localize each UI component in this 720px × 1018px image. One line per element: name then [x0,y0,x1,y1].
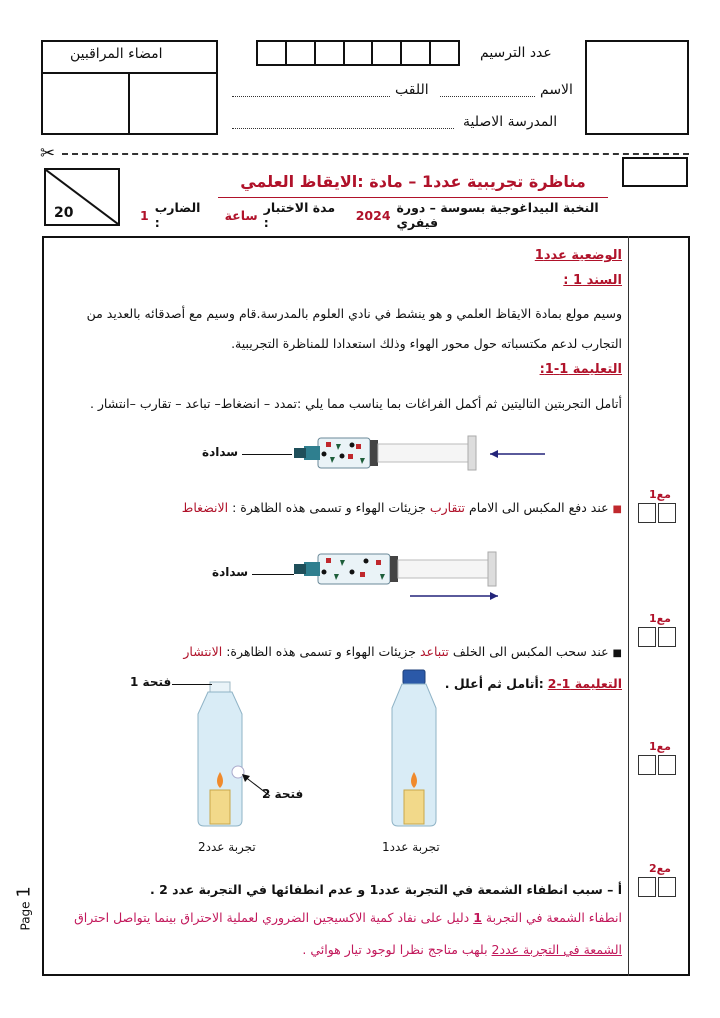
info-duration-value: ساعة [224,207,258,223]
criterion-label: مع1 [649,488,671,501]
instruction-1-1-text: أتامل التجربتين التاليتين ثم أكمل الفراغات بما يناسب مما يلي :تمدد – انضغاط– تباعد – تقارب –انتشار . [89,396,622,411]
page-number: 1 [13,886,35,898]
instruction-1-1-title: التعليمة 1-1: [539,362,622,377]
syringe-diagram-1 [290,432,560,482]
grade-cell[interactable] [658,755,676,775]
bottle-experiment-2 [190,680,250,830]
page-title: مناظرة تجريبية عدد1 – مادة :الايقاظ العلمي [240,172,586,191]
answer-3-line2-a: الشمعة في التجربة عدد2 [491,942,622,957]
experiment-2-label: تجربة عدد2 [198,840,256,854]
name-label: الاسم [540,82,573,98]
school-label: المدرسة الاصلية [463,114,558,130]
grade-cell[interactable] [638,877,656,897]
criterion-label: مع2 [649,862,671,875]
grading-column-divider [628,236,629,976]
grade-cell[interactable] [658,627,676,647]
page-footer [14,871,35,931]
cut-line [62,153,689,155]
answer-3-line1-a: انطفاء الشمعة في التجربة [485,910,622,925]
answer-1-fill2[interactable]: الانضغاط [181,500,229,515]
surname-label: اللقب [395,82,429,98]
answer-2-fill2[interactable]: الانتشار [183,644,223,659]
stopper-pointer-1 [242,454,292,455]
supervisors-label: امضاء المراقبين [70,46,163,62]
name-field[interactable] [440,96,535,97]
stopper-label-1: سدادة [202,445,239,459]
bullet-icon: ■ [612,648,622,659]
support-title: السند 1 : [563,273,622,288]
surname-field[interactable] [232,96,390,97]
answer-1-prefix: عند دفع المكبس الى الامام [469,500,609,515]
answer-2-prefix: عند سحب المكبس الى الخلف [452,644,609,659]
instruction-1-2-title: التعليمة 1-2 [547,676,622,691]
answer-2-line [183,644,622,659]
support-text-line-1: وسيم مولع بمادة الايقاظ العلمي و هو ينشط في نادي العلوم بالمدرسة.قام وسيم مع أصدقائه بالعديد من [86,306,622,321]
supervisors-divider-v [128,72,130,135]
grading-criterion-3 [634,740,682,779]
answer-3-line-1 [74,910,622,925]
stopper-label-2: سدادة [212,565,249,579]
score-max: 20 [54,205,74,221]
opening-1-label: فتحة 1 [130,675,172,689]
opening-1-pointer [172,684,212,685]
grade-cell[interactable] [658,503,676,523]
stopper-pointer-2 [252,574,294,575]
bottle-experiment-1 [384,668,444,828]
answer-3-line-2 [302,942,622,957]
answer-3-line1-b: دليل على نفاد كمية الاكسيجين الضروري لعملية الاحتراق بينما يتواصل احتراق [74,910,470,925]
opening-2-label: فتحة 2 [262,787,304,801]
instruction-1-2 [445,676,622,691]
grading-criterion-4 [634,862,682,901]
info-group: النخبة البيداغوجية بسوسة – دورة فيفري [396,200,599,230]
scissors-icon: ✂ [40,143,56,164]
page-label: Page [18,901,33,931]
school-field[interactable] [232,128,454,129]
grade-cell[interactable] [638,503,656,523]
grade-cell[interactable] [638,755,656,775]
answer-2-fill[interactable]: تتباعد [419,644,449,659]
situation-title: الوضعية عدد1 [534,248,622,263]
info-coef-value: 1 [140,207,149,223]
info-year: 2024 [355,207,391,223]
syringe-diagram-2 [290,548,520,600]
criterion-label: مع1 [649,612,671,625]
grade-cell[interactable] [658,877,676,897]
instruction-1-2-text: :أتامل ثم أعلل . [444,676,544,691]
small-code-box [622,157,688,187]
grade-cell[interactable] [638,627,656,647]
answer-1-fill[interactable]: تتقارب [429,500,466,515]
opening-2-arrow [238,772,272,798]
grading-criterion-2 [634,612,682,651]
info-coef-label: الضارب : [154,200,201,230]
grading-criterion-1 [634,488,682,527]
answer-1-line [182,500,622,515]
registration-code-boxes[interactable] [256,40,460,66]
experiment-1-label: تجربة عدد1 [382,840,440,854]
info-line [140,200,630,230]
registration-label: عدد الترسيم [480,45,552,61]
bullet-icon: ■ [612,504,622,515]
support-text-line-2: التجارب لدعم مكتسباته حول محور الهواء وذلك استعدادا للمناظرة التجريبية. [231,336,622,351]
title-underline [218,197,608,198]
criterion-label: مع1 [649,740,671,753]
answer-3-line2-b: بلهب متاجج نظرا لوجود تيار هوائي . [302,942,488,957]
info-duration-label: مدة الاختبار : [263,200,336,230]
photo-box [585,40,689,135]
answer-3-line1-num: 1 [473,910,482,925]
question-a: أ – سبب انطفاء الشمعة في التجربة عدد1 و عدم انطفائها في التجربة عدد 2 . [149,882,622,897]
answer-1-middle: جزيئات الهواء و تسمى هذه الظاهرة : [232,500,426,515]
answer-2-middle: جزيئات الهواء و تسمى هذه الظاهرة: [226,644,416,659]
